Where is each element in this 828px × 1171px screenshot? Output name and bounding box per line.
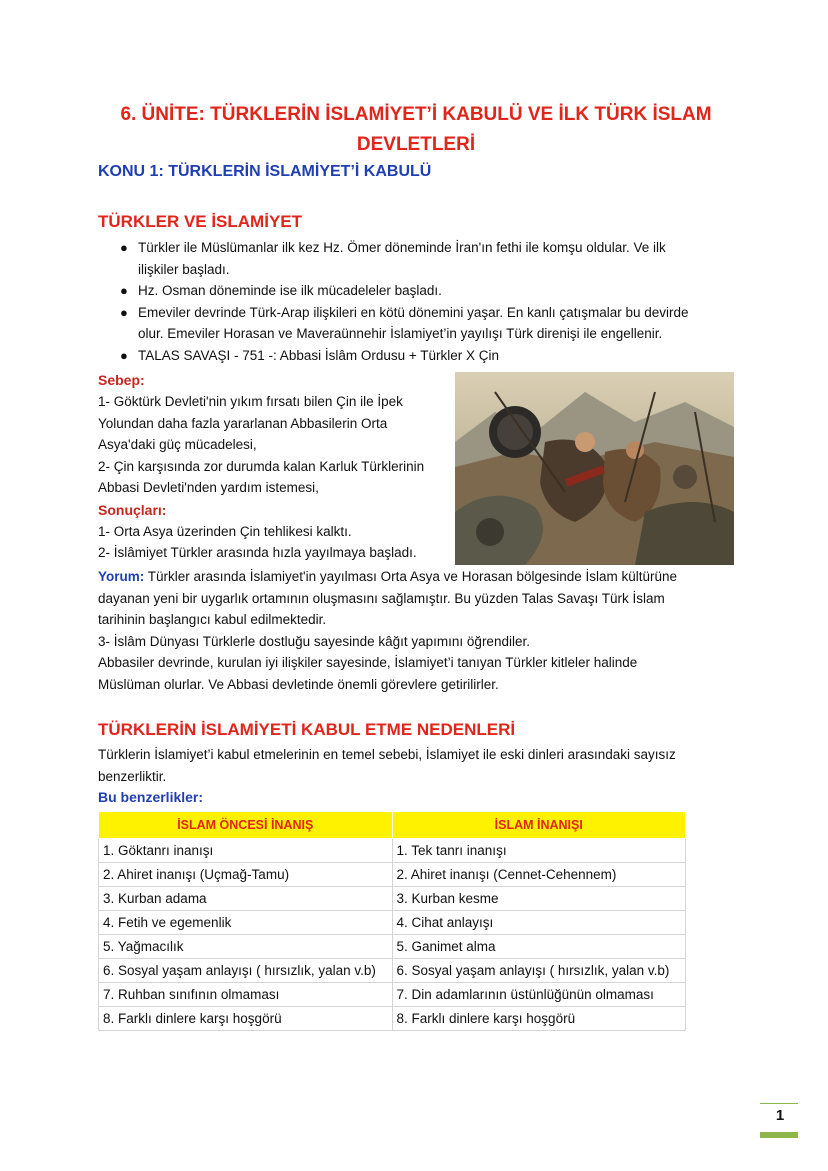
text-line: Abbasi Devleti'nden yardım istemesi, xyxy=(98,480,319,495)
text-line: Türklerin İslamiyet’i kabul etmelerinin en temel sebebi, İslamiyet ile eski dinleri arasındaki sayısız xyxy=(98,747,676,762)
list-item: ● Emeviler devrinde Türk-Arap ilişkileri en kötü dönemini yaşar. En kanlı çatışmalar bu devirde olur. Emeviler Horasan ve Maveraünnehir İslamiyet’in yayılışı Türk direnişi ile engellenir. xyxy=(98,302,734,345)
title-line-1: 6. ÜNİTE: TÜRKLERİN İSLAMİYET’İ KABULÜ VE İLK TÜRK İSLAM xyxy=(120,104,712,125)
table-cell: 2. Ahiret inanışı (Cennet-Cehennem) xyxy=(392,863,686,887)
table-header: İSLAM ÖNCESİ İNANIŞ xyxy=(99,812,393,839)
page-number-divider xyxy=(760,1103,798,1104)
table-header-row xyxy=(99,812,686,839)
page-number: 1 xyxy=(775,1107,785,1124)
bullet-list xyxy=(98,237,734,366)
text-line: 3- İslâm Dünyası Türklerle dostluğu sayesinde kâğıt yapımını öğrendiler. xyxy=(98,633,530,649)
table-cell: 7. Ruhban sınıfının olmaması xyxy=(99,983,393,1007)
benzerlikler-label: Bu benzerlikler: xyxy=(98,789,204,805)
yorum-label: Yorum: xyxy=(98,569,145,584)
table-row xyxy=(99,1007,686,1031)
table-cell: 3. Kurban kesme xyxy=(392,887,686,911)
section-heading-kabul-nedenleri: TÜRKLERİN İSLAMİYETİ KABUL ETME NEDENLERİ xyxy=(98,720,516,739)
table-row xyxy=(99,863,686,887)
yorum-line: Yorum: Türkler arasında İslamiyet'in yayılması Orta Asya ve Horasan bölgesinde İslam kültürüne xyxy=(98,569,678,584)
text-line: Yolundan daha fazla yararlanan Abbasilerin Orta xyxy=(98,415,388,431)
text-line: Asya'daki güç mücadelesi, xyxy=(98,437,257,452)
comparison-table xyxy=(98,811,686,1031)
text-line: 1- Orta Asya üzerinden Çin tehlikesi kalktı. xyxy=(98,523,352,539)
bullet-icon: ● xyxy=(120,304,128,320)
table-cell: 7. Din adamlarının üstünlüğünün olmaması xyxy=(392,983,686,1007)
text-line: 2- Çin karşısında zor durumda kalan Karluk Türklerinin xyxy=(98,458,425,474)
battle-illustration xyxy=(455,372,734,565)
table-cell: 8. Farklı dinlere karşı hoşgörü xyxy=(392,1007,686,1031)
list-item: ● Türkler ile Müslümanlar ilk kez Hz. Ömer döneminde İran'ın fethi ile komşu oldular. Ve ilk ilişkiler başladı. xyxy=(98,237,734,280)
table-cell: 2. Ahiret inanışı (Uçmağ-Tamu) xyxy=(99,863,393,887)
table-cell: 1. Tek tanrı inanışı xyxy=(392,839,686,863)
table-cell: 3. Kurban adama xyxy=(99,887,393,911)
table-row xyxy=(99,911,686,935)
table-cell: 5. Yağmacılık xyxy=(99,935,393,959)
text-line: 1- Göktürk Devleti'nin yıkım fırsatı bilen Çin ile İpek xyxy=(98,394,403,409)
table-header: İSLAM İNANIŞI xyxy=(392,812,686,839)
section-heading-turkler-islamiyet: TÜRKLER VE İSLAMİYET xyxy=(98,212,303,231)
table-row xyxy=(99,959,686,983)
bullet-icon: ● xyxy=(120,347,128,363)
text-line: 2- İslâmiyet Türkler arasında hızla yayılmaya başladı. xyxy=(98,545,417,560)
sonuclari-label: Sonuçları: xyxy=(98,501,167,518)
table-cell: 4. Cihat anlayışı xyxy=(392,911,686,935)
yorum-block xyxy=(98,566,734,695)
text-line: dayanan yeni bir uygarlık ortamının oluşmasını sağlamıştır. Bu yüzden Talas Savaşı Türk İslam xyxy=(98,590,665,606)
table-row xyxy=(99,983,686,1007)
table-cell: 8. Farklı dinlere karşı hoşgörü xyxy=(99,1007,393,1031)
table-row xyxy=(99,839,686,863)
text-line: benzerliktir. xyxy=(98,768,167,784)
text-line: Müslüman olurlar. Ve Abbasi devletinde önemli görevlere getirilirler. xyxy=(98,676,499,692)
table-cell: 6. Sosyal yaşam anlayışı ( hırsızlık, yalan v.b) xyxy=(392,959,686,983)
table-cell: 1. Göktanrı inanışı xyxy=(99,839,393,863)
page-title xyxy=(98,100,734,160)
page-number-bar xyxy=(760,1132,798,1138)
table-cell: 4. Fetih ve egemenlik xyxy=(99,911,393,935)
sebep-block xyxy=(98,369,438,564)
list-item: ● TALAS SAVAŞI - 751 -: Abbasi İslâm Ordusu + Türkler X Çin xyxy=(98,345,734,367)
table-row xyxy=(99,887,686,911)
text-line: Abbasiler devrinde, kurulan iyi ilişkiler sayesinde, İslamiyet’i tanıyan Türkler kitleler halinde xyxy=(98,655,638,670)
sebep-label: Sebep: xyxy=(98,372,145,388)
nedenler-text xyxy=(98,744,734,809)
text-line: tarihinin başlangıcı kabul edilmektedir. xyxy=(98,612,327,627)
list-item: ● Hz. Osman döneminde ise ilk mücadeleler başladı. xyxy=(98,280,734,302)
konu-heading: KONU 1: TÜRKLERİN İSLAMİYET’İ KABULÜ xyxy=(98,163,432,180)
table-cell: 6. Sosyal yaşam anlayışı ( hırsızlık, yalan v.b) xyxy=(99,959,393,983)
table-row xyxy=(99,935,686,959)
bullet-icon: ● xyxy=(120,283,128,298)
table-cell: 5. Ganimet alma xyxy=(392,935,686,959)
title-line-2: DEVLETLERİ xyxy=(356,134,476,155)
bullet-icon: ● xyxy=(120,240,128,255)
